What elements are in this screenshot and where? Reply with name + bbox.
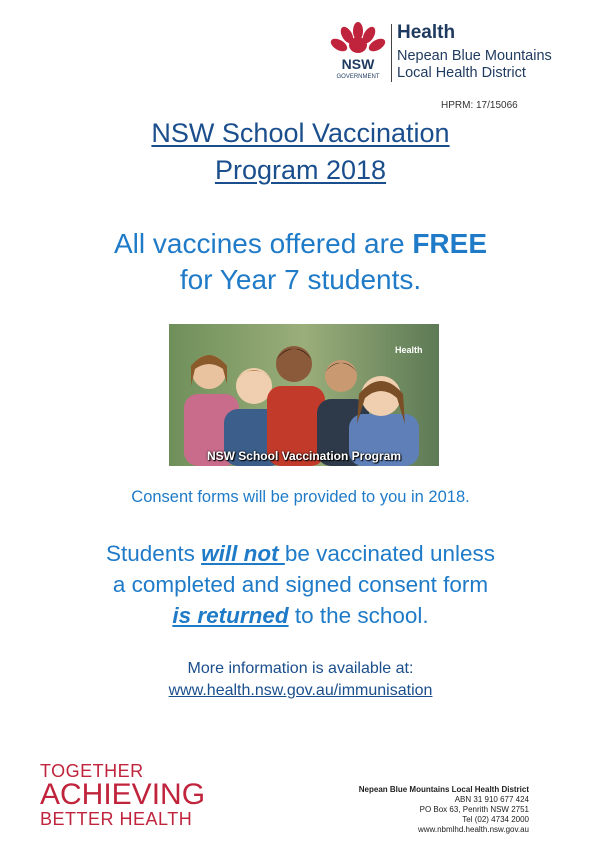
address-web-link[interactable]: www.nbmlhd.health.nsw.gov.au xyxy=(417,825,529,834)
photo-caption: NSW School Vaccination Program xyxy=(206,449,402,463)
slogan-line2: ACHIEVING xyxy=(40,778,206,811)
waratah-logo-icon xyxy=(329,21,387,81)
warning-line1: Students will not be vaccinated unless xyxy=(106,541,495,566)
logo-divider xyxy=(391,24,392,82)
address-tel: Tel (02) 4734 2000 xyxy=(462,815,529,824)
address-po-box: PO Box 63, Penrith NSW 2751 xyxy=(419,805,529,814)
district-name-line2: Local Health District xyxy=(397,65,526,81)
hprm-reference: HPRM: 17/15066 xyxy=(441,100,518,111)
logo-nsw-text: NSW xyxy=(341,56,375,72)
warning-line2: a completed and signed consent form xyxy=(112,572,489,597)
page-title-line1: NSW School Vaccination xyxy=(151,118,450,148)
more-info-text: More information is available at: xyxy=(187,660,414,677)
district-name-line1: Nepean Blue Mountains xyxy=(397,48,552,64)
free-emphasis: FREE xyxy=(412,228,487,259)
is-returned-emphasis: is returned xyxy=(172,603,289,628)
org-health-label: Health xyxy=(397,22,456,43)
warning-line3: is returned to the school. xyxy=(172,603,429,628)
address-name: Nepean Blue Mountains Local Health District xyxy=(358,785,529,794)
slogan-line3: BETTER HEALTH xyxy=(40,809,193,829)
immunisation-link[interactable]: www.health.nsw.gov.au/immunisation xyxy=(168,682,433,699)
photo-health-label: Health xyxy=(395,345,423,355)
consent-note: Consent forms will be provided to you in 2018. xyxy=(131,488,470,506)
address-abn: ABN 31 910 677 424 xyxy=(454,795,529,804)
headline-line2: for Year 7 students. xyxy=(179,264,422,295)
will-not-emphasis: will not xyxy=(201,541,285,566)
logo-government-text: GOVERNMENT xyxy=(336,74,380,80)
headline-line1: All vaccines offered are FREE xyxy=(114,228,487,259)
page-title-line2: Program 2018 xyxy=(214,155,387,185)
slogan-line1: TOGETHER xyxy=(40,761,144,781)
